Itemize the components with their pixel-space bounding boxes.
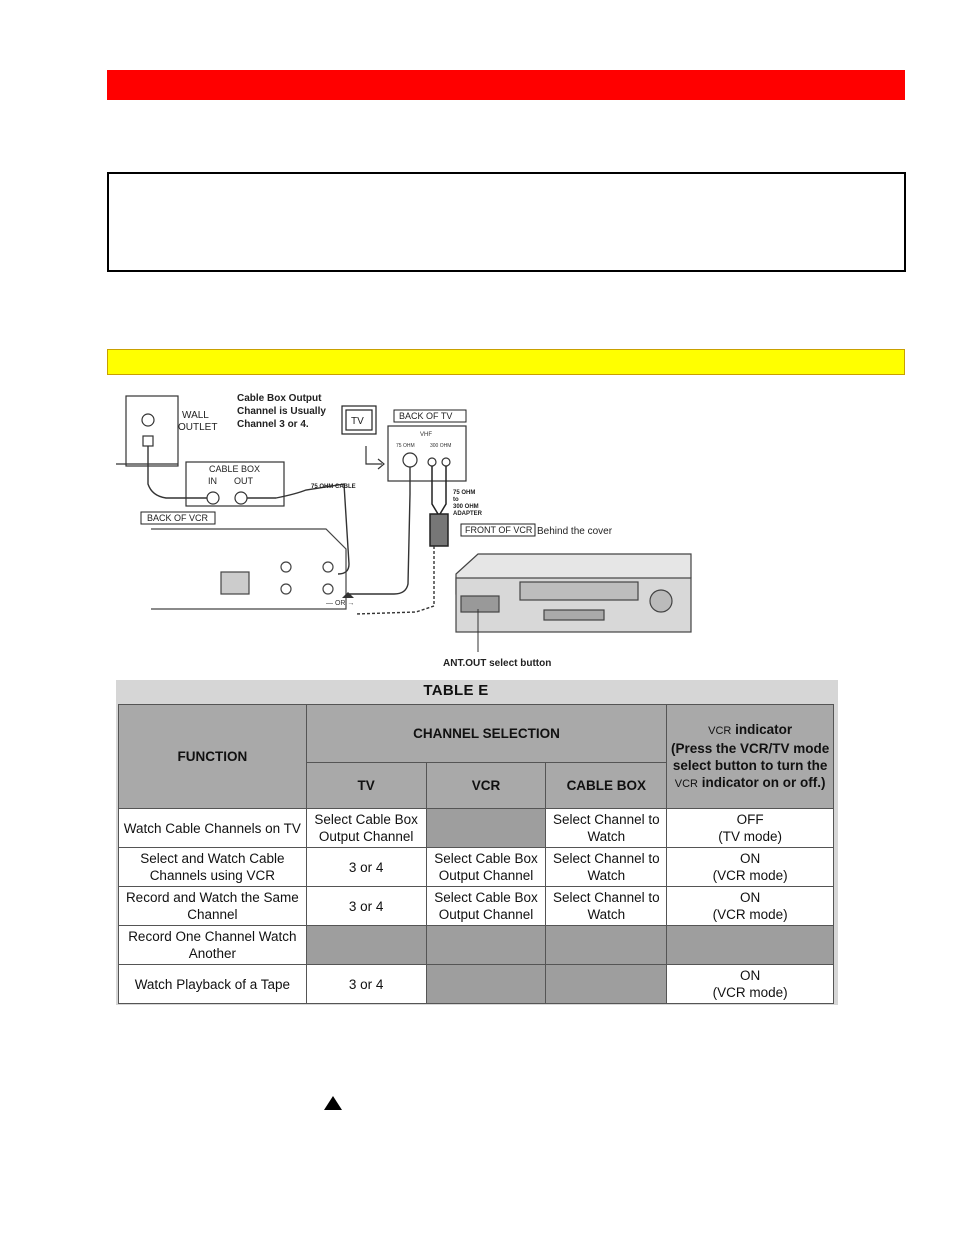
- cell-vcr-empty: [426, 926, 546, 965]
- indicator-value: ON: [739, 890, 761, 905]
- cell-cable-box-empty: [546, 926, 667, 965]
- cell-tv: Select Cable Box Output Channel: [306, 809, 426, 848]
- cell-tv: 3 or 4: [306, 965, 426, 1004]
- wall-outlet: [116, 396, 178, 466]
- front-of-vcr-label: FRONT OF VCR: [465, 525, 533, 535]
- indicator-mode: (VCR mode): [712, 907, 788, 922]
- cable-box-output-note: Cable Box Output Channel is Usually Channel 3 or 4.: [237, 393, 326, 430]
- or-label: — OR →: [326, 600, 355, 607]
- indicator-mode: (VCR mode): [712, 868, 788, 883]
- indicator-value: OFF: [736, 812, 764, 827]
- behind-cover-label: Behind the cover: [537, 526, 613, 537]
- cell-indicator: [667, 848, 834, 887]
- cable-box-out-label: OUT: [234, 476, 253, 486]
- section-header-bar: [107, 70, 905, 100]
- vcr-front: [456, 554, 691, 632]
- cell-tv: 3 or 4: [306, 848, 426, 887]
- header-cable-box: CABLE BOX: [546, 763, 667, 809]
- table-title: TABLE E: [423, 682, 489, 699]
- adapter-label: 75 OHM to 300 OHM ADAPTER: [453, 490, 483, 517]
- header-tv: TV: [306, 763, 426, 809]
- cell-vcr: Select Cable Box Output Channel: [426, 848, 546, 887]
- cell-indicator: [667, 887, 834, 926]
- cable-box-in-label: IN: [208, 476, 217, 486]
- table-row: [119, 809, 834, 848]
- cell-vcr-empty: [426, 809, 546, 848]
- header-indicator-note-b: indicator on or off.): [701, 774, 826, 790]
- ohm300-small-label: 300 OHM: [430, 443, 452, 449]
- arrow-icon: [366, 446, 382, 464]
- cell-cable-box: Select Channel to Watch: [546, 848, 667, 887]
- ohm75-cable-label: 75 OHM CABLE: [311, 484, 356, 490]
- cable-box-label: CABLE BOX: [209, 464, 261, 474]
- vhf-label: VHF: [420, 432, 432, 438]
- table-row: [119, 965, 834, 1004]
- cell-indicator-empty: [667, 926, 834, 965]
- cell-function: Watch Playback of a Tape: [119, 965, 307, 1004]
- cell-vcr: Select Cable Box Output Channel: [426, 887, 546, 926]
- table-row: [119, 887, 834, 926]
- connection-diagram: [116, 384, 876, 674]
- header-vcr: VCR: [426, 763, 546, 809]
- vcr-back-panel: [151, 529, 346, 609]
- table-row: [119, 926, 834, 965]
- header-indicator-word: indicator: [735, 721, 793, 737]
- indicator-mode: (TV mode): [718, 829, 782, 844]
- subsection-header-bar: [107, 349, 905, 375]
- header-indicator: [667, 705, 834, 809]
- header-indicator-note-a: (Press the VCR/TV mode select button to turn the: [670, 740, 830, 773]
- cell-indicator: [667, 809, 834, 848]
- cell-cable-box-empty: [546, 965, 667, 1004]
- indicator-value: ON: [739, 851, 761, 866]
- header-indicator-note-vcr: VCR: [674, 777, 698, 790]
- back-of-tv-label: BACK OF TV: [399, 411, 453, 421]
- cell-function: Record One Channel Watch Another: [119, 926, 307, 965]
- header-function: FUNCTION: [119, 705, 307, 809]
- header-channel-selection: CHANNEL SELECTION: [306, 705, 667, 763]
- header-indicator-vcr: VCR: [708, 724, 732, 737]
- cell-function: Record and Watch the Same Channel: [119, 887, 307, 926]
- channel-selection-table: [118, 704, 834, 1004]
- table-row: [119, 848, 834, 887]
- cell-function: Select and Watch Cable Channels using VCR: [119, 848, 307, 887]
- wall-outlet-label: WALL OUTLET: [178, 410, 218, 433]
- back-of-vcr-label: BACK OF VCR: [147, 513, 209, 523]
- table-e: [116, 680, 838, 1005]
- note-box: [107, 172, 906, 272]
- ohm75-small-label: 75 OHM: [396, 443, 415, 449]
- cell-function: Watch Cable Channels on TV: [119, 809, 307, 848]
- cell-vcr-empty: [426, 965, 546, 1004]
- cell-tv-empty: [306, 926, 426, 965]
- triangle-icon: [324, 1096, 342, 1110]
- adapter: [430, 466, 448, 546]
- ant-out-label: ANT.OUT select button: [443, 658, 552, 669]
- cell-cable-box: Select Channel to Watch: [546, 887, 667, 926]
- cell-tv: 3 or 4: [306, 887, 426, 926]
- cell-cable-box: Select Channel to Watch: [546, 809, 667, 848]
- cell-indicator: [667, 965, 834, 1004]
- tv-label: TV: [351, 416, 364, 427]
- indicator-value: ON: [739, 968, 761, 983]
- indicator-mode: (VCR mode): [712, 985, 788, 1000]
- small-triangle-icon: [342, 592, 354, 598]
